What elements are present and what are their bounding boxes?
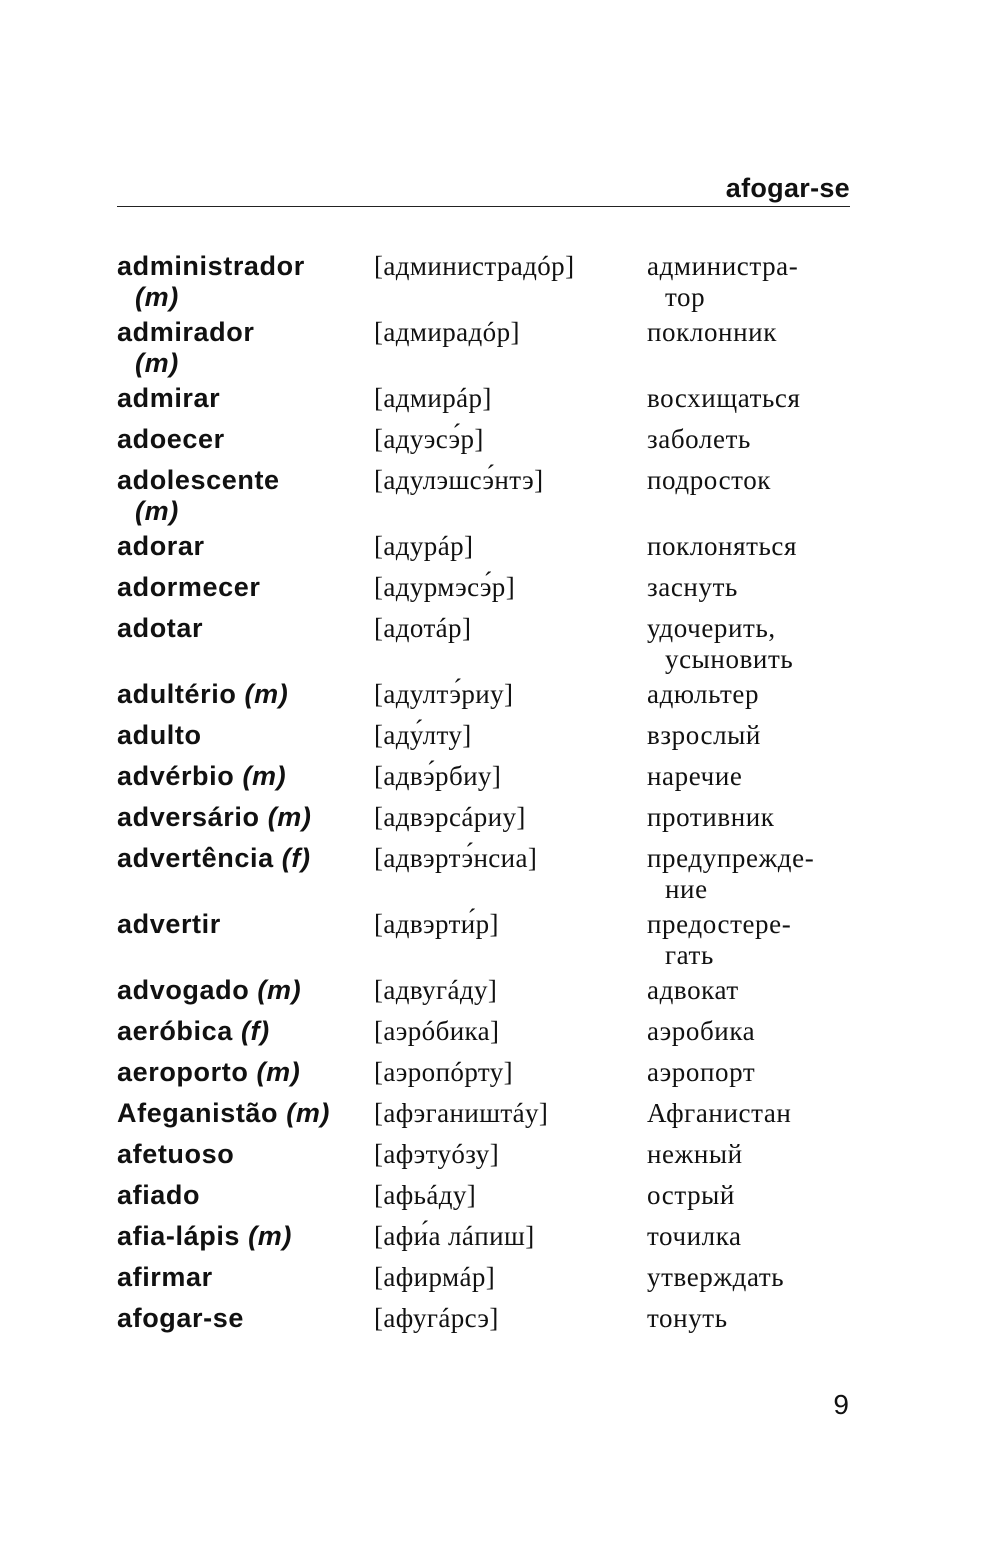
entry-translation <box>647 720 877 751</box>
headword-text: adultério <box>117 679 237 709</box>
gender-marker: (m) <box>286 1098 331 1128</box>
entry-pronunciation: [адурмэсэ́р] <box>374 572 516 602</box>
entry-translation <box>647 572 877 603</box>
dictionary-entry <box>117 531 877 572</box>
translation-text: утверждать <box>647 1262 785 1292</box>
translation-text: предостере- <box>647 909 792 939</box>
dictionary-entry <box>117 975 877 1016</box>
entry-pronunciation: [афэтуóзу] <box>374 1139 500 1169</box>
translation-text: наречие <box>647 761 743 791</box>
headword-text: adoecer <box>117 424 225 454</box>
entry-headword <box>117 465 375 527</box>
running-head <box>117 172 850 207</box>
translation-text: восхищаться <box>647 383 801 413</box>
entry-headword <box>117 572 375 603</box>
headword-text: afogar-se <box>117 1303 244 1333</box>
entry-translation <box>647 531 877 562</box>
translation-text: поклоняться <box>647 531 798 561</box>
entry-headword <box>117 251 375 313</box>
entry-translation <box>647 1180 877 1211</box>
gender-marker: (f) <box>281 843 311 873</box>
translation-text: аэробика <box>647 1016 756 1046</box>
entry-pronunciation: [адурáр] <box>374 531 474 561</box>
dictionary-entry <box>117 317 877 383</box>
translation-continuation: усыновить <box>665 644 794 674</box>
headword-text: aeroporto <box>117 1057 249 1087</box>
entry-pronunciation: [адмирадóр] <box>374 317 520 347</box>
gender-marker: (m) <box>242 761 287 791</box>
entry-pronunciation: [адвэрти́р] <box>374 909 499 939</box>
entry-translation <box>647 251 877 313</box>
dictionary-entry <box>117 802 877 843</box>
entry-pronunciation: [адвугáду] <box>374 975 498 1005</box>
entry-pronunciation: [афи́а лáпиш] <box>374 1221 535 1251</box>
dictionary-entry <box>117 909 877 975</box>
entry-pronunciation: [афэгаништáу] <box>374 1098 549 1128</box>
headword-text: afia-lápis <box>117 1221 241 1251</box>
headword-text: afetuoso <box>117 1139 235 1169</box>
entry-headword <box>117 1098 375 1129</box>
headword-text: admirar <box>117 383 221 413</box>
dictionary-entry <box>117 572 877 613</box>
entry-pronunciation: [афьáду] <box>374 1180 477 1210</box>
translation-text: предупрежде- <box>647 843 815 873</box>
dictionary-entry <box>117 1098 877 1139</box>
entry-pronunciation: [адотáр] <box>374 613 472 643</box>
dictionary-entry <box>117 1057 877 1098</box>
entry-headword <box>117 1016 375 1047</box>
headword-text: advérbio <box>117 761 235 791</box>
translation-text: администра- <box>647 251 799 281</box>
running-head-word: afogar-se <box>725 173 850 203</box>
gender-marker: (m) <box>135 496 179 526</box>
dictionary-entry <box>117 1139 877 1180</box>
headword-text: advogado <box>117 975 250 1005</box>
headword-text: adversário <box>117 802 260 832</box>
entry-headword <box>117 761 375 792</box>
entry-translation <box>647 1221 877 1252</box>
translation-text: тонуть <box>647 1303 728 1333</box>
headword-text: adulto <box>117 720 202 750</box>
headword-text: admirador <box>117 317 255 347</box>
entry-headword <box>117 679 375 710</box>
headword-text: advertência <box>117 843 274 873</box>
entry-translation <box>647 465 877 496</box>
entry-translation <box>647 802 877 833</box>
entry-pronunciation: [афугáрсэ] <box>374 1303 499 1333</box>
entry-translation <box>647 383 877 414</box>
entry-translation <box>647 843 877 905</box>
entry-headword <box>117 975 375 1006</box>
translation-text: аэропорт <box>647 1057 756 1087</box>
dictionary-entry <box>117 1016 877 1057</box>
gender-marker: (m) <box>248 1221 292 1251</box>
translation-text: нежный <box>647 1139 743 1169</box>
entry-translation <box>647 761 877 792</box>
entry-pronunciation: [афирмáр] <box>374 1262 496 1292</box>
translation-continuation: тор <box>665 282 706 312</box>
dictionary-entry <box>117 1303 877 1344</box>
translation-continuation: ние <box>665 874 708 904</box>
headword-text: adorar <box>117 531 205 561</box>
gender-marker: (m) <box>244 679 289 709</box>
entry-headword <box>117 909 375 940</box>
dictionary-entry <box>117 1221 877 1262</box>
dictionary-entry <box>117 679 877 720</box>
translation-text: подросток <box>647 465 772 495</box>
entry-pronunciation: [адултэ́риу] <box>374 679 514 709</box>
translation-text: острый <box>647 1180 735 1210</box>
headword-text: aeróbica <box>117 1016 233 1046</box>
gender-marker: (m) <box>135 282 179 312</box>
gender-marker: (m) <box>256 1057 301 1087</box>
entry-translation <box>647 909 877 971</box>
entry-pronunciation: [аэрóбика] <box>374 1016 500 1046</box>
entry-list <box>117 251 877 1344</box>
entry-translation <box>647 1098 877 1129</box>
translation-text: взрослый <box>647 720 761 750</box>
entry-pronunciation: [адуэсэ́р] <box>374 424 484 454</box>
dictionary-entry <box>117 613 877 679</box>
headword-text: adotar <box>117 613 204 643</box>
entry-pronunciation: [аду́лту] <box>374 720 472 750</box>
entry-translation <box>647 317 877 348</box>
translation-text: адвокат <box>647 975 739 1005</box>
gender-marker: (m) <box>257 975 302 1005</box>
entry-pronunciation: [аэропóрту] <box>374 1057 513 1087</box>
entry-pronunciation: [адмирáр] <box>374 383 492 413</box>
translation-text: адюльтер <box>647 679 760 709</box>
entry-headword <box>117 317 375 379</box>
dictionary-entry <box>117 761 877 802</box>
entry-headword <box>117 613 375 644</box>
entry-translation <box>647 1139 877 1170</box>
entry-headword <box>117 1262 375 1293</box>
translation-text: точилка <box>647 1221 742 1251</box>
entry-pronunciation: [администрадóр] <box>374 251 575 281</box>
gender-marker: (f) <box>240 1016 270 1046</box>
headword-text: adolescente <box>117 465 280 495</box>
headword-text: advertir <box>117 909 221 939</box>
dictionary-entry <box>117 465 877 531</box>
dictionary-entry <box>117 251 877 317</box>
translation-text: поклонник <box>647 317 777 347</box>
entry-pronunciation: [адвэртэ́нсиа] <box>374 843 538 873</box>
headword-text: afiado <box>117 1180 201 1210</box>
entry-pronunciation: [адвэрсáриу] <box>374 802 526 832</box>
page-number: 9 <box>833 1389 849 1420</box>
entry-headword <box>117 1180 375 1211</box>
entry-translation <box>647 975 877 1006</box>
dictionary-entry <box>117 383 877 424</box>
entry-headword <box>117 1221 375 1252</box>
translation-text: заснуть <box>647 572 738 602</box>
headword-text: Afeganistão <box>117 1098 279 1128</box>
entry-translation <box>647 1303 877 1334</box>
entry-headword <box>117 720 375 751</box>
dictionary-entry <box>117 843 877 909</box>
gender-marker: (m) <box>267 802 312 832</box>
gender-marker: (m) <box>135 348 179 378</box>
entry-headword <box>117 802 375 833</box>
entry-pronunciation: [адвэ́рбиу] <box>374 761 502 791</box>
translation-text: удочерить, <box>647 613 776 643</box>
translation-text: Афганистан <box>647 1098 792 1128</box>
entry-translation <box>647 1057 877 1088</box>
entry-translation <box>647 679 877 710</box>
entry-headword <box>117 531 375 562</box>
dictionary-entry <box>117 720 877 761</box>
entry-headword <box>117 424 375 455</box>
entry-headword <box>117 383 375 414</box>
entry-translation <box>647 1262 877 1293</box>
entry-pronunciation: [адулэшсэ́нтэ] <box>374 465 544 495</box>
translation-continuation: гать <box>665 940 714 970</box>
headword-text: administrador <box>117 251 305 281</box>
dictionary-entry <box>117 424 877 465</box>
entry-headword <box>117 1139 375 1170</box>
entry-translation <box>647 1016 877 1047</box>
entry-translation <box>647 424 877 455</box>
translation-text: противник <box>647 802 775 832</box>
dictionary-entry <box>117 1262 877 1303</box>
entry-headword <box>117 1303 375 1334</box>
headword-text: adormecer <box>117 572 261 602</box>
entry-headword <box>117 843 375 874</box>
headword-text: afirmar <box>117 1262 213 1292</box>
translation-text: заболеть <box>647 424 751 454</box>
entry-headword <box>117 1057 375 1088</box>
entry-translation <box>647 613 877 675</box>
dictionary-entry <box>117 1180 877 1221</box>
